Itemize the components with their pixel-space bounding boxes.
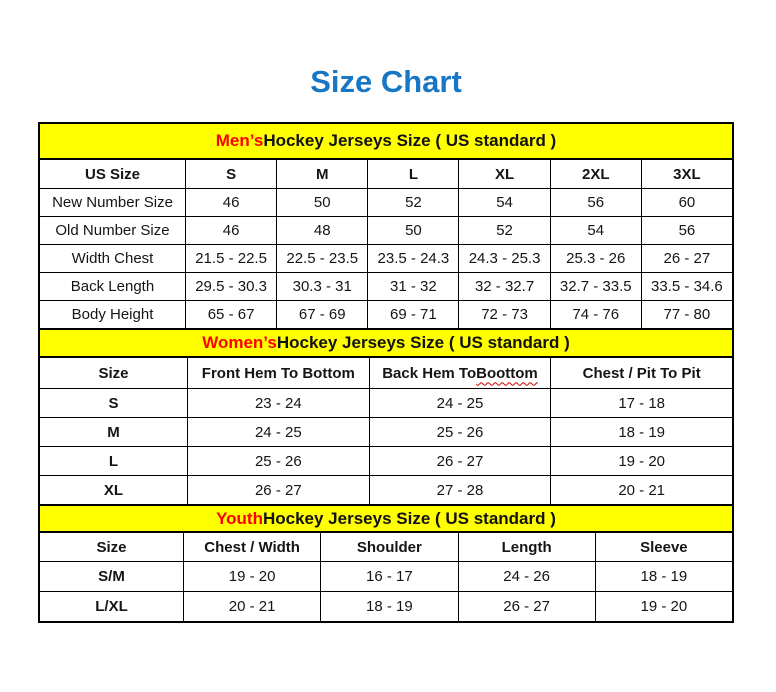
womens-section-header (40, 328, 732, 358)
youth-section-title: Hockey Jerseys Size ( US standard ) (262, 508, 556, 528)
youth-section-accent: Youth (216, 508, 263, 528)
womens-column-header: Back Hem To Boottom (369, 358, 551, 388)
womens-cell: 26 - 27 (187, 475, 369, 504)
mens-cell: 60 (641, 188, 732, 216)
mens-cell: 74 - 76 (550, 300, 641, 328)
womens-column-header: Size (98, 364, 129, 382)
mens-cell: 72 - 73 (458, 300, 549, 328)
womens-table (40, 358, 732, 504)
youth-cell: 19 - 20 (595, 591, 732, 621)
womens-misspelled-word: Boottom (476, 364, 538, 382)
womens-cell: 23 - 24 (187, 388, 369, 417)
mens-column-header: M (276, 160, 367, 188)
youth-cell: 16 - 17 (320, 561, 457, 591)
mens-cell: 25.3 - 26 (550, 244, 641, 272)
mens-cell: 22.5 - 23.5 (276, 244, 367, 272)
mens-cell: 48 (276, 216, 367, 244)
womens-cell: 20 - 21 (550, 475, 732, 504)
youth-cell: 18 - 19 (595, 561, 732, 591)
womens-cell: 24 - 25 (369, 388, 551, 417)
womens-cell: 18 - 19 (550, 417, 732, 446)
mens-cell: 32.7 - 33.5 (550, 272, 641, 300)
mens-cell: 52 (367, 188, 458, 216)
mens-cell: 77 - 80 (641, 300, 732, 328)
mens-section-title: Hockey Jerseys Size ( US standard ) (263, 131, 557, 150)
youth-row-label: S/M (40, 561, 183, 591)
mens-cell: 21.5 - 22.5 (185, 244, 276, 272)
mens-cell: 31 - 32 (367, 272, 458, 300)
mens-cell: 56 (641, 216, 732, 244)
mens-column-header: 3XL (641, 160, 732, 188)
womens-row-label: M (40, 417, 187, 446)
womens-column-header: Chest / Pit To Pit (550, 358, 732, 388)
womens-cell: 25 - 26 (187, 446, 369, 475)
mens-cell: 56 (550, 188, 641, 216)
mens-cell: 54 (458, 188, 549, 216)
youth-cell: 20 - 21 (183, 591, 320, 621)
womens-column-header: Front Hem To Bottom (187, 358, 369, 388)
mens-column-header: L (367, 160, 458, 188)
mens-cell: 46 (185, 216, 276, 244)
youth-column-header: Shoulder (320, 533, 457, 561)
youth-cell: 26 - 27 (458, 591, 595, 621)
womens-cell: 17 - 18 (550, 388, 732, 417)
mens-cell: 32 - 32.7 (458, 272, 549, 300)
mens-row-label: Width Chest (40, 244, 185, 272)
mens-column-header: XL (458, 160, 549, 188)
mens-cell: 52 (458, 216, 549, 244)
womens-section-title: Hockey Jerseys Size ( US standard ) (276, 333, 570, 352)
mens-column-header: S (185, 160, 276, 188)
mens-section-accent: Men’s (215, 131, 264, 150)
womens-row-label: XL (40, 475, 187, 504)
mens-cell: 33.5 - 34.6 (641, 272, 732, 300)
mens-cell: 26 - 27 (641, 244, 732, 272)
mens-row-label: New Number Size (40, 188, 185, 216)
youth-column-header: Sleeve (595, 533, 732, 561)
mens-cell: 50 (276, 188, 367, 216)
mens-cell: 50 (367, 216, 458, 244)
youth-column-header: Chest / Width (183, 533, 320, 561)
womens-section-accent: Women’s (202, 333, 277, 352)
mens-cell: 46 (185, 188, 276, 216)
mens-row-label: Back Length (40, 272, 185, 300)
mens-cell: 67 - 69 (276, 300, 367, 328)
page-title: Size Chart (310, 64, 462, 99)
mens-row-label: Body Height (40, 300, 185, 328)
mens-cell: 30.3 - 31 (276, 272, 367, 300)
mens-cell: 24.3 - 25.3 (458, 244, 549, 272)
womens-cell: 24 - 25 (187, 417, 369, 446)
youth-cell: 18 - 19 (320, 591, 457, 621)
mens-column-header: 2XL (550, 160, 641, 188)
youth-section-header (40, 504, 732, 533)
size-chart-tables (38, 122, 734, 623)
mens-cell: 65 - 67 (185, 300, 276, 328)
youth-column-header: Length (458, 533, 595, 561)
mens-row-label: Old Number Size (40, 216, 185, 244)
mens-section-header (40, 124, 732, 160)
womens-cell: 25 - 26 (369, 417, 551, 446)
youth-column-header: Size (96, 538, 127, 556)
mens-cell: 29.5 - 30.3 (185, 272, 276, 300)
womens-cell: 27 - 28 (369, 475, 551, 504)
mens-table (40, 160, 732, 328)
youth-row-label: L/XL (40, 591, 183, 621)
womens-row-label: L (40, 446, 187, 475)
mens-cell: 54 (550, 216, 641, 244)
youth-cell: 24 - 26 (458, 561, 595, 591)
womens-cell: 19 - 20 (550, 446, 732, 475)
womens-cell: 26 - 27 (369, 446, 551, 475)
mens-column-header: US Size (84, 165, 141, 183)
mens-cell: 23.5 - 24.3 (367, 244, 458, 272)
youth-cell: 19 - 20 (183, 561, 320, 591)
youth-table (40, 533, 732, 621)
womens-row-label: S (40, 388, 187, 417)
mens-cell: 69 - 71 (367, 300, 458, 328)
